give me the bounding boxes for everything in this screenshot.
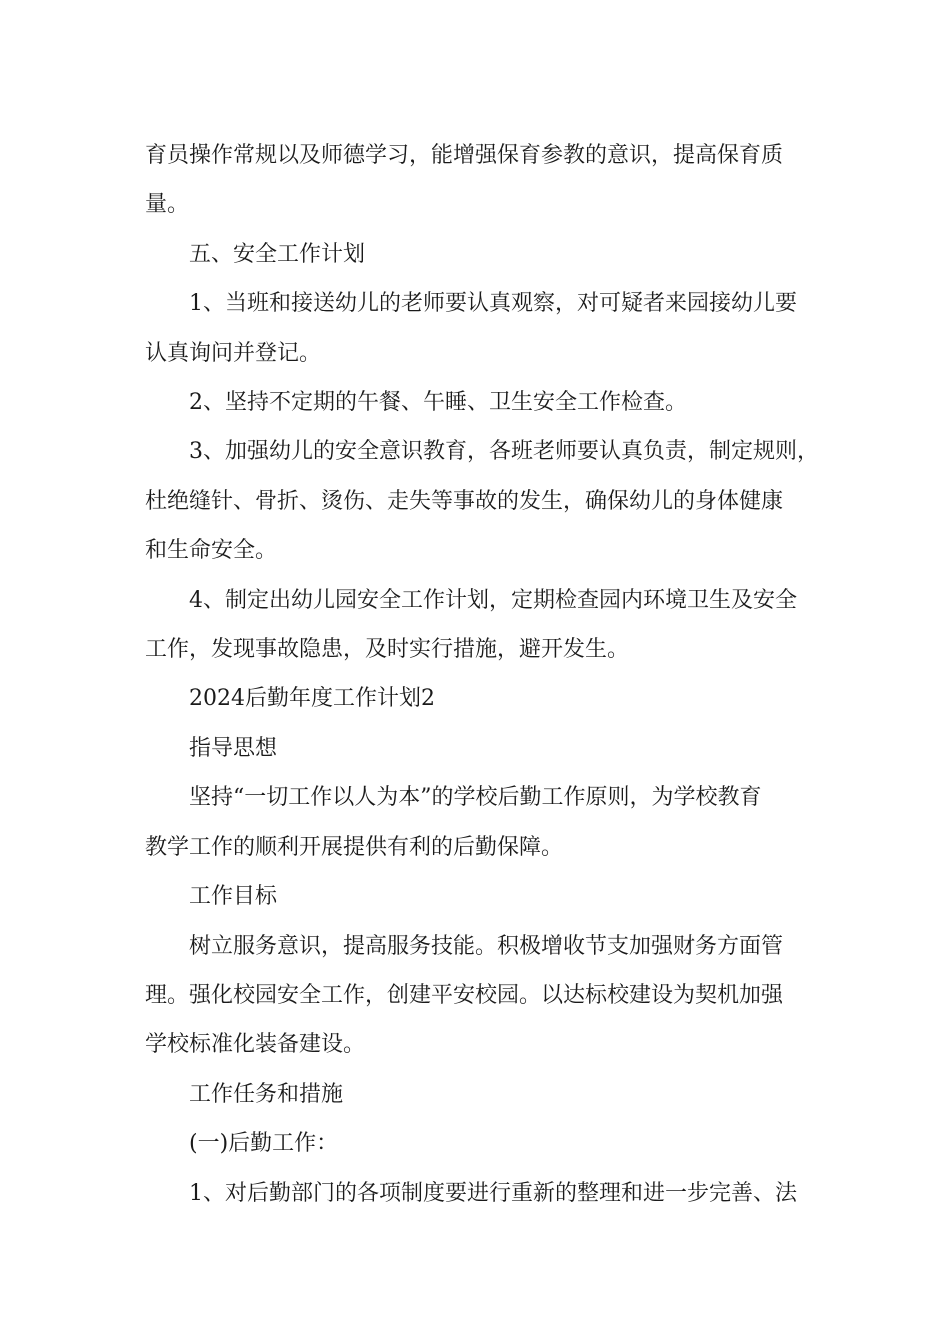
document-title: 2024后勤年度工作计划2: [189, 686, 435, 712]
text-line: 学校标准化装备建设。: [145, 1032, 366, 1058]
section-heading: 指导思想: [189, 735, 278, 761]
text-line: 量。: [145, 192, 190, 218]
text-line: 理。强化校园安全工作，创建平安校园。以达标校建设为契机加强: [145, 982, 784, 1008]
section-heading: 五、安全工作计划: [189, 241, 366, 267]
text-line: 和生命安全。: [145, 538, 278, 564]
text-line: 4、制定出幼儿园安全工作计划，定期检查园内环境卫生及安全: [189, 587, 797, 613]
text-line: 杜绝缝针、骨折、烫伤、走失等事故的发生，确保幼儿的身体健康: [145, 488, 784, 514]
text-line: 工作，发现事故隐患，及时实行措施，避开发生。: [145, 637, 630, 663]
text-line: 树立服务意识，提高服务技能。积极增收节支加强财务方面管: [189, 933, 784, 959]
text-line: 认真询问并登记。: [145, 340, 322, 366]
text-line: 1、当班和接送幼儿的老师要认真观察，对可疑者来园接幼儿要: [189, 291, 797, 317]
text-line: 教学工作的顺利开展提供有利的后勤保障。: [145, 834, 564, 860]
text-line: 3、加强幼儿的安全意识教育，各班老师要认真负责，制定规则，: [189, 439, 819, 465]
text-line: 2、坚持不定期的午餐、午睡、卫生安全工作检查。: [189, 390, 687, 416]
section-heading: 工作任务和措施: [189, 1081, 344, 1107]
section-heading: 工作目标: [189, 884, 278, 910]
text-line: 1、对后勤部门的各项制度要进行重新的整理和进一步完善、法: [189, 1180, 797, 1206]
document-body: [145, 131, 825, 1218]
subsection-heading: (一)后勤工作：: [189, 1131, 339, 1157]
text-line: 坚持“一切工作以人为本”的学校后勤工作原则，为学校教育: [189, 785, 762, 811]
text-line: 育员操作常规以及师德学习，能增强保育参教的意识，提高保育质: [145, 143, 784, 168]
